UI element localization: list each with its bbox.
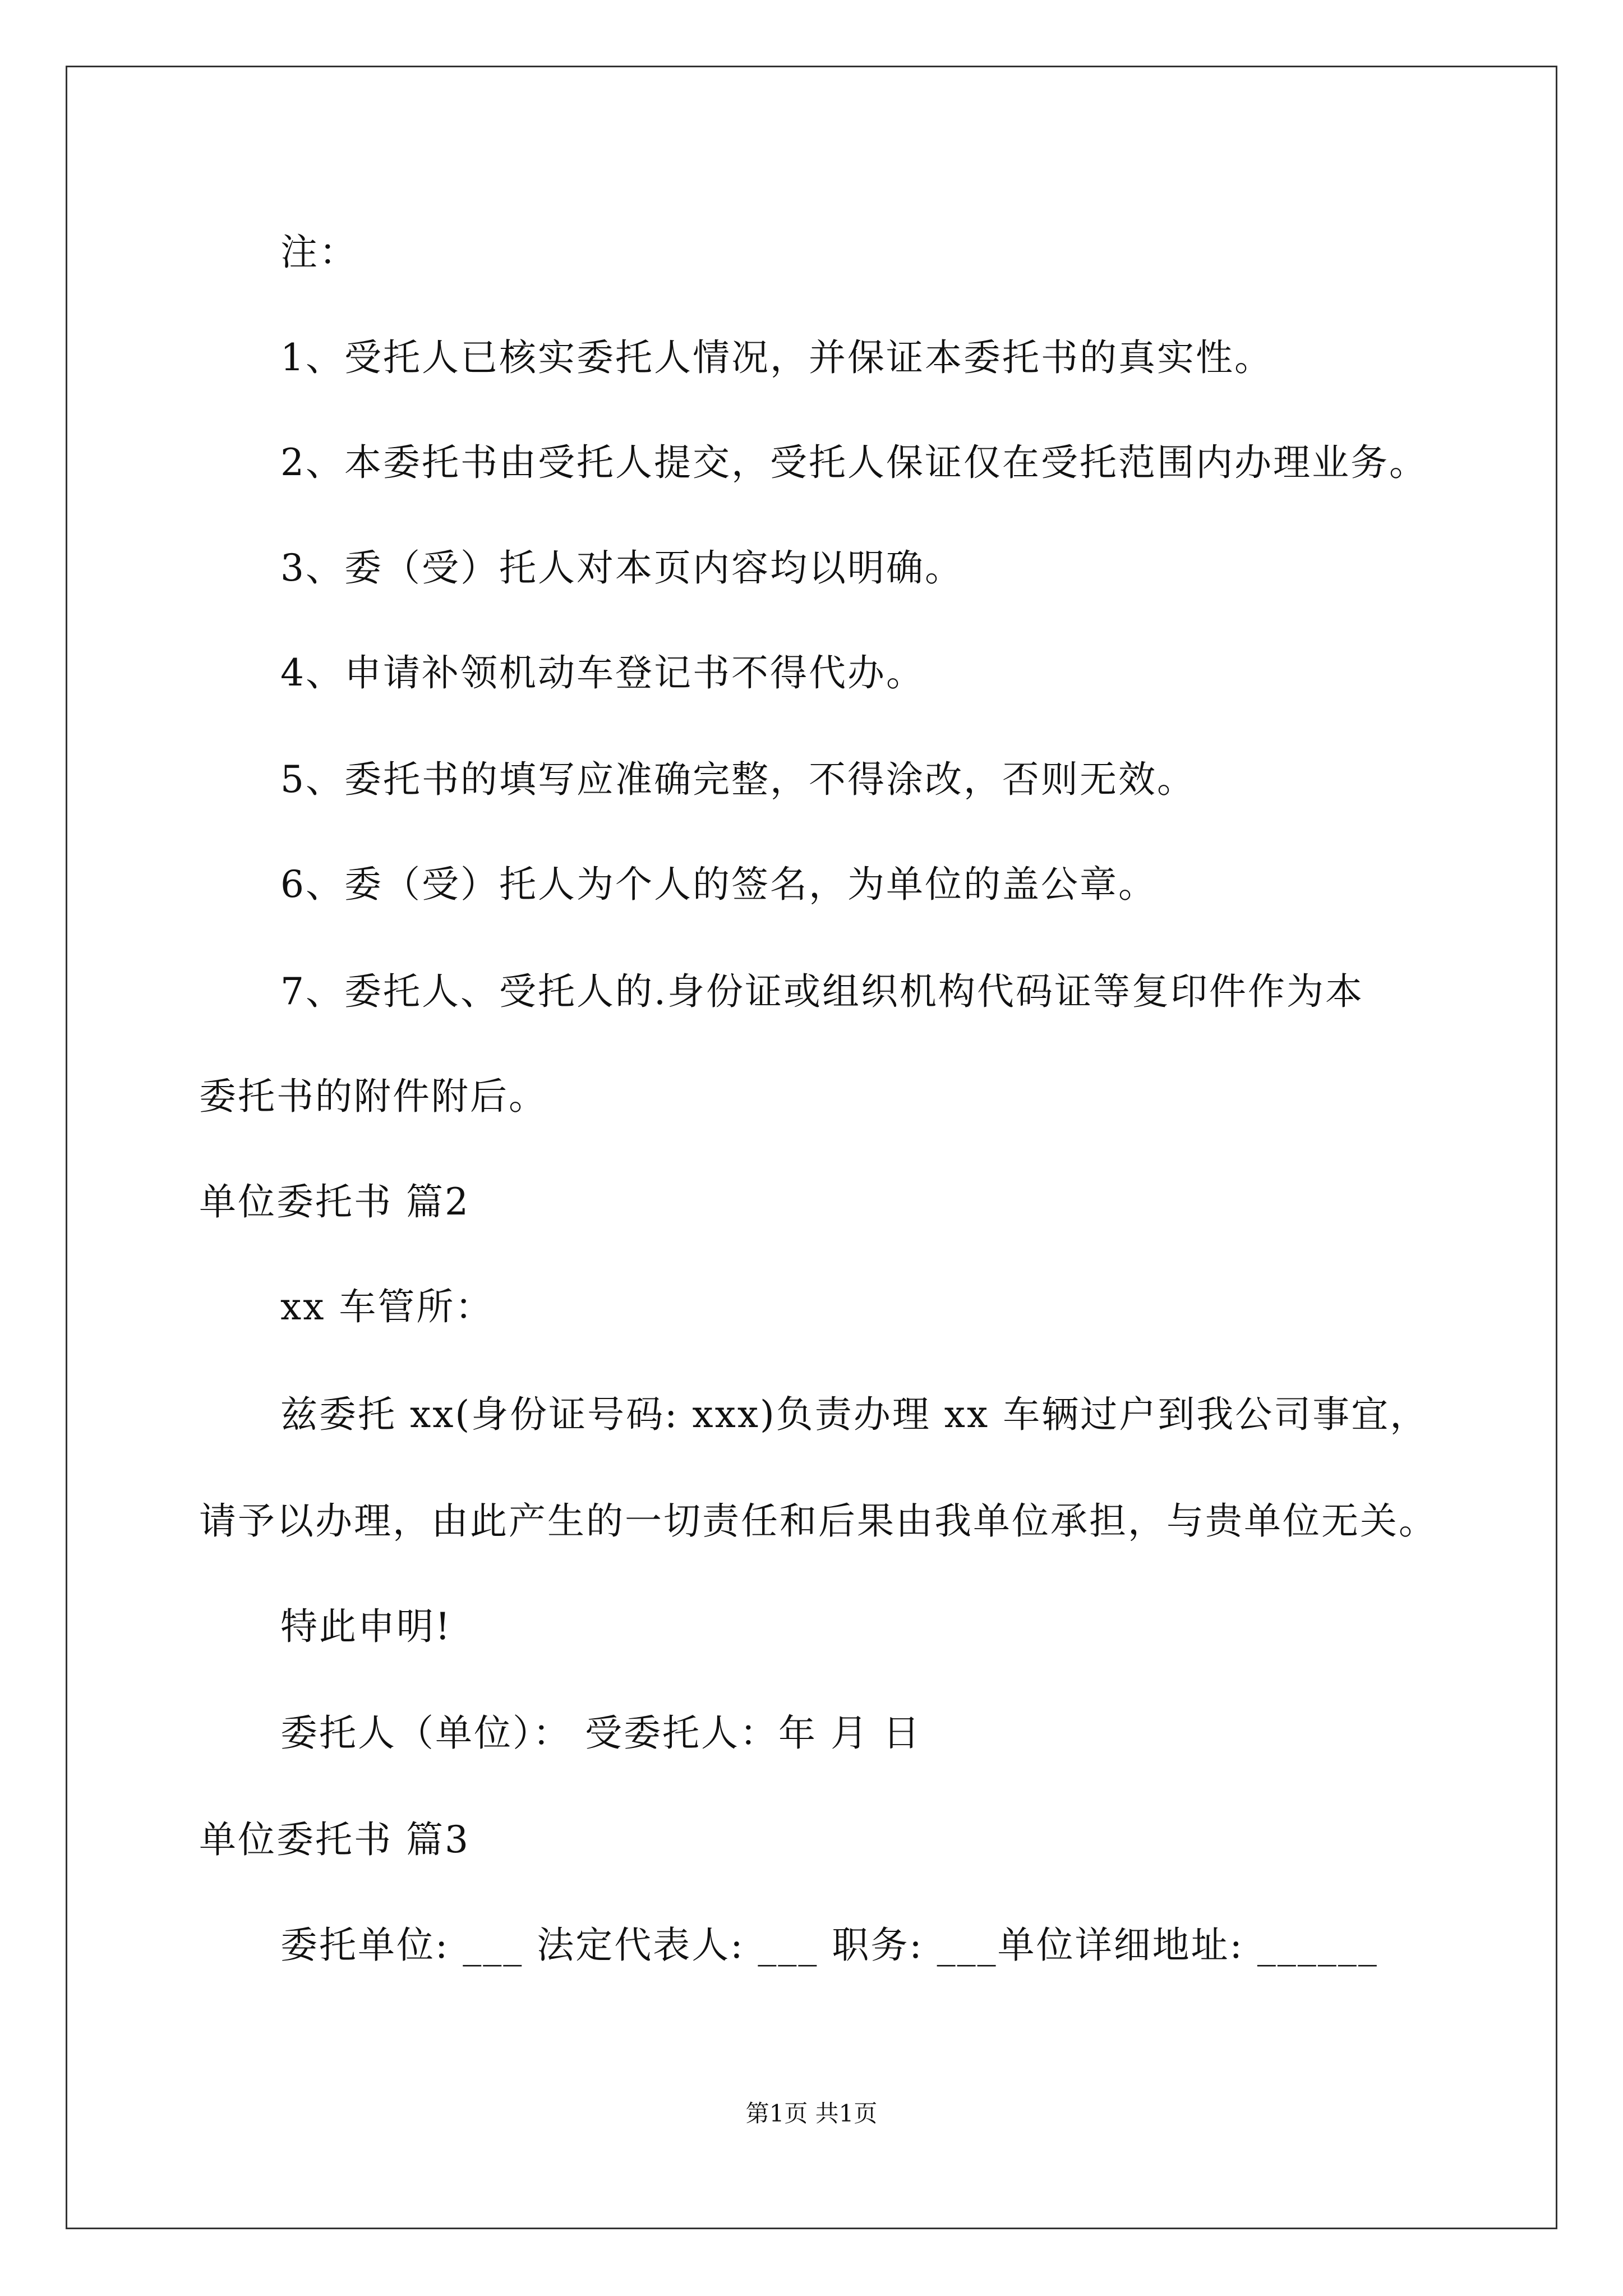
note-item-3: 3、委（受）托人对本页内容均以明确。 bbox=[280, 546, 963, 590]
letter-declaration: 特此申明! bbox=[280, 1605, 452, 1648]
letter-signature-line: 委托人（单位）： 受委托人：年 月 日 bbox=[280, 1711, 921, 1755]
note-item-1: 1、受托人已核实委托人情况，并保证本委托书的真实性。 bbox=[280, 336, 1273, 379]
form-fields-line: 委托单位: ___ 法定代表人: ___ 职务: ___单位详细地址: ______ bbox=[280, 1924, 1378, 1967]
page-border bbox=[66, 66, 1557, 2229]
note-heading: 注： bbox=[280, 231, 358, 274]
letter-body-line-2: 请予以办理，由此产生的一切责任和后果由我单位承担，与贵单位无关。 bbox=[199, 1499, 1437, 1543]
letter-body-line-1: 兹委托 xx(身份证号码: xxx)负责办理 xx 车辆过户到我公司事宜， bbox=[280, 1393, 1429, 1436]
note-item-7: 7、委托人、受托人的.身份证或组织机构代码证等复印件作为本 bbox=[280, 970, 1364, 1013]
note-item-2: 2、本委托书由受托人提交，受托人保证仅在受托范围内办理业务。 bbox=[280, 441, 1428, 484]
section-heading-2: 单位委托书 篇2 bbox=[199, 1180, 470, 1223]
note-item-6: 6、委（受）托人为个人的签名，为单位的盖公章。 bbox=[280, 863, 1157, 906]
note-item-7-continued: 委托书的附件附后。 bbox=[199, 1075, 547, 1118]
note-item-5: 5、委托书的填写应准确完整，不得涂改，否则无效。 bbox=[280, 758, 1196, 801]
note-item-4: 4、申请补领机动车登记书不得代办。 bbox=[280, 651, 925, 694]
page-footer: 第1页 共1页 bbox=[745, 2100, 878, 2127]
section-heading-3: 单位委托书 篇3 bbox=[199, 1818, 470, 1861]
letter-salutation: xx 车管所： bbox=[280, 1285, 494, 1328]
